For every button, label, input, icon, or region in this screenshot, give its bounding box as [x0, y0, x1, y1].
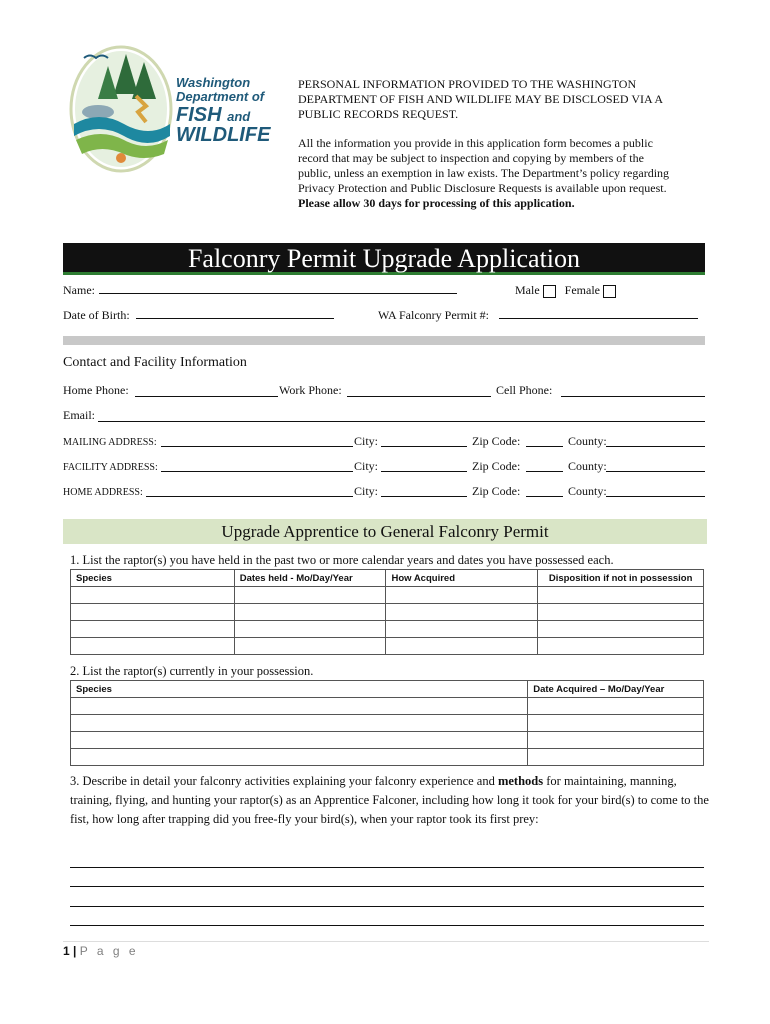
mailing-zip-field[interactable] — [526, 446, 563, 447]
q2-text: 2. List the raptor(s) currently in your possession. — [70, 664, 314, 678]
q1-col-dates: Dates held - Mo/Day/Year — [234, 570, 386, 587]
male-label: Male — [515, 283, 540, 297]
privacy-notice — [298, 77, 678, 211]
facility-zip-label: Zip Code: — [472, 459, 521, 473]
q3-answer-line[interactable] — [70, 886, 704, 887]
permit-field[interactable] — [499, 318, 698, 319]
contact-heading: Contact and Facility Information — [63, 355, 247, 370]
table-row[interactable] — [71, 604, 704, 621]
form-title-bar — [63, 243, 705, 275]
mailing-address-label: MAILING ADDRESS: — [63, 437, 157, 448]
mailing-city-label: City: — [354, 434, 379, 448]
work-phone-label: Work Phone: — [279, 383, 342, 397]
notice-body: All the information you provide in this application form becomes a public record that may be subject to inspection and copying by members of the public, unless an exemption in law exists. The Department’s policy regarding Privacy Protection and Public Disclosure Requests is available upon request. — [298, 136, 670, 195]
q2-col-species: Species — [71, 681, 528, 698]
mailing-county-field[interactable] — [606, 446, 705, 447]
q2-header-row — [71, 681, 704, 698]
logo-line-3: FISH and — [176, 104, 251, 126]
home-city-field[interactable] — [381, 496, 467, 497]
upgrade-heading: Upgrade Apprentice to General Falconry Permit — [221, 522, 549, 541]
upgrade-section-bar — [63, 519, 707, 544]
table-row[interactable] — [71, 715, 704, 732]
footer-divider — [63, 941, 709, 942]
home-city-label: City: — [354, 484, 379, 498]
home-phone-label: Home Phone: — [63, 383, 129, 397]
page-number: 1 — [63, 944, 70, 958]
q2-col-date-acquired: Date Acquired – Mo/Day/Year — [528, 681, 704, 698]
facility-address-field[interactable] — [161, 471, 353, 472]
q1-col-disposition: Disposition if not in possession — [538, 570, 704, 587]
mailing-county-label: County: — [568, 434, 607, 448]
facility-county-field[interactable] — [606, 471, 705, 472]
q1-col-species: Species — [71, 570, 235, 587]
q3-answer-line[interactable] — [70, 906, 704, 907]
email-field[interactable] — [98, 421, 705, 422]
wdfw-logo — [66, 44, 176, 174]
home-zip-field[interactable] — [526, 496, 563, 497]
wdfw-logo-text — [176, 76, 270, 145]
section-divider — [63, 336, 705, 345]
q1-table — [70, 569, 704, 655]
home-address-label: HOME ADDRESS: — [63, 487, 143, 498]
table-row[interactable] — [71, 749, 704, 766]
logo-line-2: Department of — [176, 89, 265, 104]
mailing-address-field[interactable] — [161, 446, 353, 447]
cell-phone-field[interactable] — [561, 396, 705, 397]
table-row[interactable] — [71, 621, 704, 638]
form-title: Falconry Permit Upgrade Application — [187, 244, 581, 273]
mailing-zip-label: Zip Code: — [472, 434, 521, 448]
q3-text: 3. Describe in detail your falconry activities explaining your falconry experience and methods for maintaining, manning, training, flying, and hunting your raptor(s) as an Apprentice Falconer, including how long it took for your bird(s) to come to the fist, how long after trapping did you free-fly your bird(s), when your raptor took its first prey: — [70, 774, 709, 826]
permit-label: WA Falconry Permit #: — [378, 308, 489, 322]
female-checkbox[interactable] — [603, 285, 616, 298]
name-label: Name: — [63, 283, 95, 297]
table-row[interactable] — [71, 587, 704, 604]
page-separator: | — [73, 944, 77, 958]
table-row[interactable] — [71, 732, 704, 749]
home-phone-field[interactable] — [135, 396, 278, 397]
facility-city-field[interactable] — [381, 471, 467, 472]
home-zip-label: Zip Code: — [472, 484, 521, 498]
q2-table — [70, 680, 704, 766]
notice-caps: PERSONAL INFORMATION PROVIDED TO THE WASHINGTON DEPARTMENT OF FISH AND WILDLIFE MAY BE DISCLOSED VIA A PUBLIC RECORDS REQUEST. — [298, 77, 663, 121]
facility-county-label: County: — [568, 459, 607, 473]
male-checkbox[interactable] — [543, 285, 556, 298]
cell-phone-label: Cell Phone: — [496, 383, 553, 397]
logo-line-4: WILDLIFE — [176, 124, 271, 146]
home-county-field[interactable] — [606, 496, 705, 497]
q1-header-row — [71, 570, 704, 587]
facility-address-label: FACILITY ADDRESS: — [63, 462, 158, 473]
table-row[interactable] — [71, 698, 704, 715]
dob-field[interactable] — [136, 318, 334, 319]
facility-zip-field[interactable] — [526, 471, 563, 472]
page-word: P a g e — [79, 944, 139, 958]
q1-col-acquired: How Acquired — [386, 570, 538, 587]
page-footer — [63, 944, 139, 958]
q3-answer-line[interactable] — [70, 925, 704, 926]
home-county-label: County: — [568, 484, 607, 498]
work-phone-field[interactable] — [347, 396, 491, 397]
dob-label: Date of Birth: — [63, 308, 130, 322]
female-label: Female — [564, 283, 600, 297]
gender-group — [515, 283, 616, 298]
table-row[interactable] — [71, 638, 704, 655]
notice-processing: Please allow 30 days for processing of this application. — [298, 196, 575, 210]
email-label: Email: — [63, 408, 95, 422]
home-address-field[interactable] — [146, 496, 353, 497]
q1-text: 1. List the raptor(s) you have held in the past two or more calendar years and dates you have possessed each. — [70, 553, 614, 567]
logo-line-1: Washington — [176, 75, 251, 90]
facility-city-label: City: — [354, 459, 379, 473]
mailing-city-field[interactable] — [381, 446, 467, 447]
name-field[interactable] — [99, 293, 457, 294]
q3-answer-line[interactable] — [70, 867, 704, 868]
